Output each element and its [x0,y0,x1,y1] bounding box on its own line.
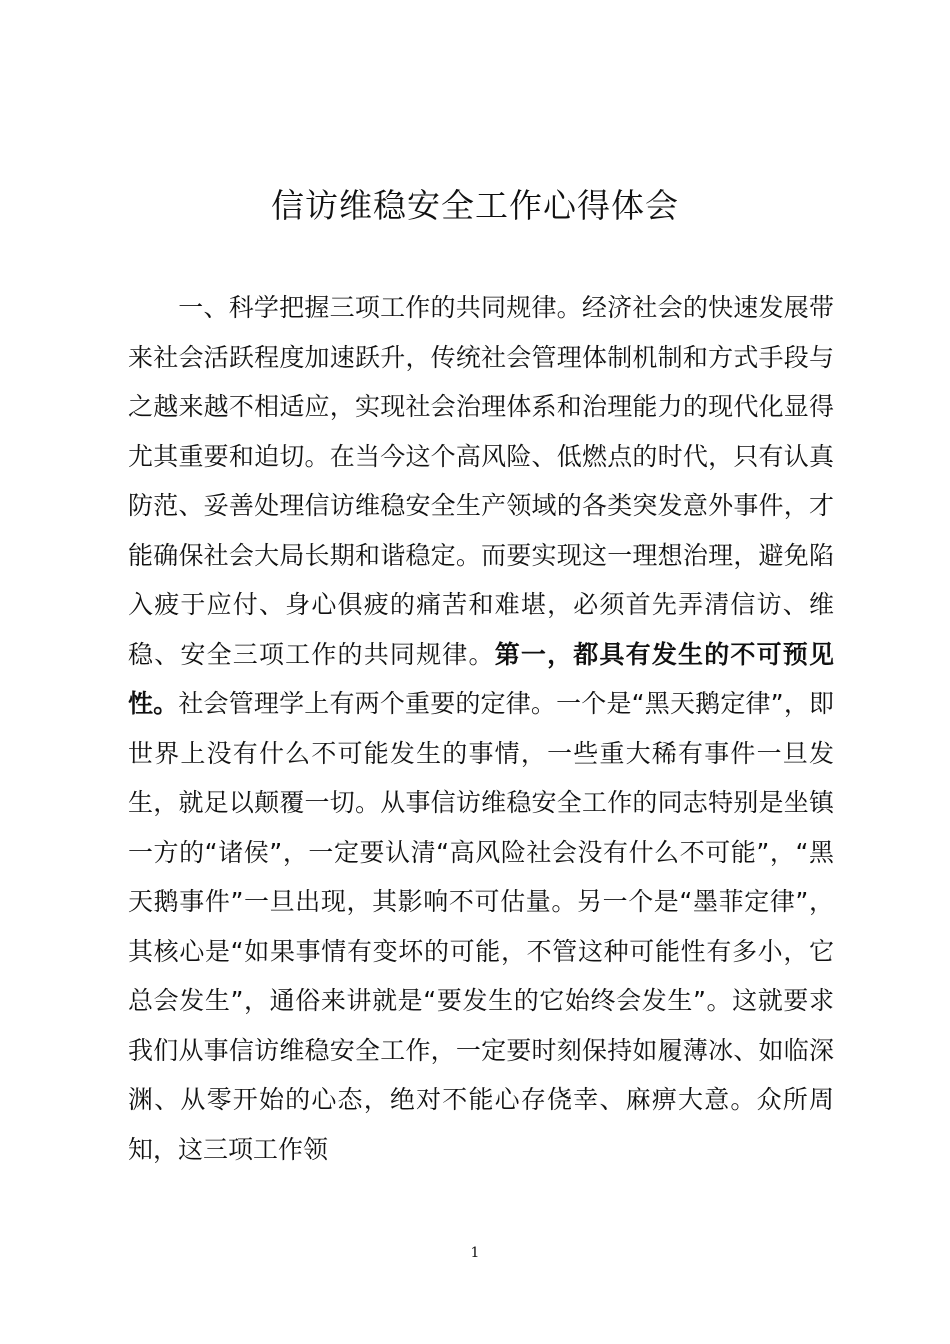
document-title: 信访维稳安全工作心得体会 [271,186,679,225]
page-number: 1 [470,1245,480,1261]
paragraph-text-bold-point: 第一，都具有发生的不可预见性。 [128,639,834,718]
body-paragraph [128,283,834,1174]
paragraph-text-intro: 一、科学把握三项工作的共同规律。经济社会的快速发展带来社会活跃程度加速跃升，传统社会管理体制机制和方式手段与之越来越不相适应，实现社会治理体系和治理能力的现代化显得尤其重要和迫切。在当今这个高风险、低燃点的时代，只有认真防范、妥善处理信访维稳安全生产领域的各类突发意外事件，才能确保社会大局长期和谐稳定。而要实现这一理想治理，避免陷入疲于应付、身心俱疲的痛苦和难堪，必须首先弄清信访、维稳、安全三项工作的共同规律。 [128,293,834,669]
paragraph-text-continuation: 社会管理学上有两个重要的定律。一个是“黑天鹅定律”，即世界上没有什么不可能发生的事情，一些重大稀有事件一旦发生，就足以颠覆一切。从事信访维稳安全工作的同志特别是坐镇一方的“诸侯”，一定要认清“高风险社会没有什么不可能”，“黑天鹅事件”一旦出现，其影响不可估量。另一个是“墨菲定律”，其核心是“如果事情有变坏的可能，不管这种可能性有多小，它总会发生”，通俗来讲就是“要发生的它始终会发生”。这就要求我们从事信访维稳安全工作，一定要时刻保持如履薄冰、如临深渊、从零开始的心态，绝对不能心存侥幸、麻痹大意。众所周知，这三项工作领 [128,689,834,1164]
